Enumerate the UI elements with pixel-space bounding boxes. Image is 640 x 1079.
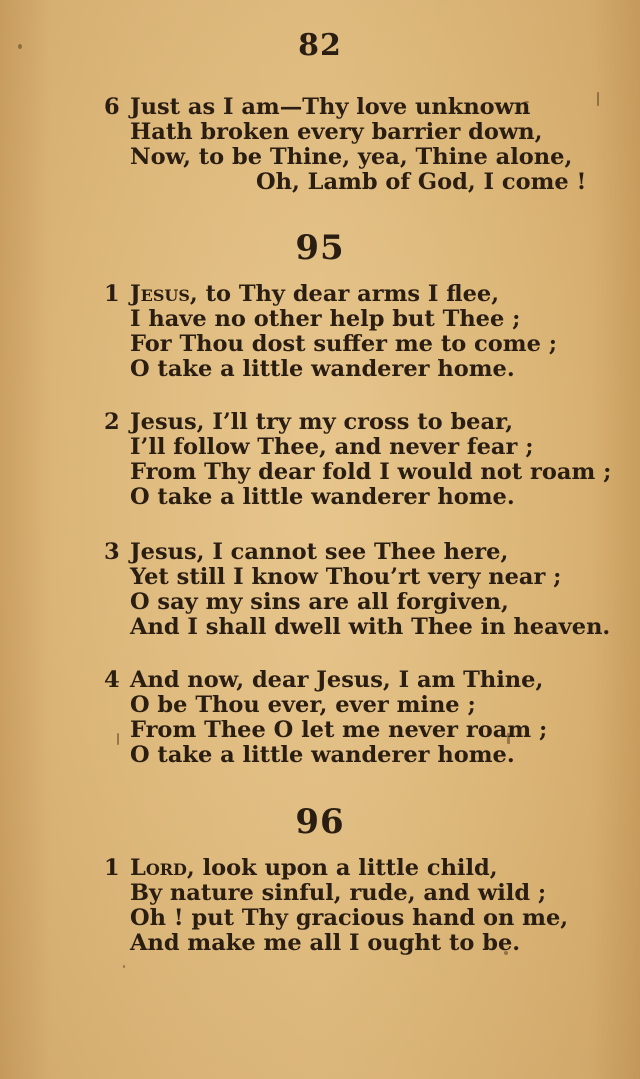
verse-line: From Thy dear fold I would not roam ; xyxy=(130,459,612,485)
verse-line: And I shall dwell with Thee in heaven. xyxy=(130,614,611,640)
first-word: Jesus, xyxy=(130,281,198,307)
verse-number: 6 xyxy=(104,94,120,120)
verse-line: From Thee O let me never roam ; xyxy=(130,717,548,743)
ink-speck xyxy=(123,965,125,968)
verse-line: O take a little wanderer home. xyxy=(130,356,515,382)
verse xyxy=(104,856,568,956)
verse xyxy=(104,540,610,640)
verse-line: For Thou dost suffer me to come ; xyxy=(130,331,558,357)
first-line-rest: to Thy dear arms I flee, xyxy=(197,281,500,307)
first-line-rest: look upon a little child, xyxy=(194,855,498,881)
verse-number: 1 xyxy=(104,281,120,307)
verse-line xyxy=(104,282,557,307)
verse xyxy=(104,95,586,195)
verse-line: Yet still I know Thou’rt very near ; xyxy=(130,564,562,590)
verse-line xyxy=(104,856,568,881)
verse-number: 2 xyxy=(104,409,120,435)
verse-line: O take a little wanderer home. xyxy=(130,742,515,768)
verse-number: 1 xyxy=(104,855,120,881)
verse-line: I’ll follow Thee, and never fear ; xyxy=(130,434,534,460)
verse-line: By nature sinful, rude, and wild ; xyxy=(130,880,547,906)
verse-line: Oh, Lamb of God, I come ! xyxy=(256,169,587,195)
page-number: 82 xyxy=(298,28,342,63)
hymn-number: 95 xyxy=(295,228,345,268)
verse-line: Oh ! put Thy gracious hand on me, xyxy=(130,905,569,931)
verse-number: 3 xyxy=(104,539,120,565)
verse-line: O be Thou ever, ever mine ; xyxy=(130,692,476,718)
verse-line: Jesus, I cannot see Thee here, xyxy=(130,539,509,565)
verse-line: O say my sins are all forgiven, xyxy=(130,589,509,615)
ink-speck xyxy=(597,92,599,106)
verse-line: I have no other help but Thee ; xyxy=(130,306,521,332)
verse xyxy=(104,668,547,768)
hymn-number: 96 xyxy=(295,802,345,842)
verse-number: 4 xyxy=(104,667,120,693)
verse-line: Just as I am—Thy love unknown xyxy=(130,94,531,120)
verse xyxy=(104,410,611,510)
verse-line: And now, dear Jesus, I am Thine, xyxy=(130,667,544,693)
verse-line: And make me all I ought to be. xyxy=(130,930,521,956)
verse-line: O take a little wanderer home. xyxy=(130,484,515,510)
verse-line: Now, to be Thine, yea, Thine alone, xyxy=(130,144,573,170)
first-word: Lord, xyxy=(130,855,195,881)
verse-line: Hath broken every barrier down, xyxy=(130,119,543,145)
verse-line: Jesus, I’ll try my cross to bear, xyxy=(130,409,514,435)
verse xyxy=(104,282,557,382)
